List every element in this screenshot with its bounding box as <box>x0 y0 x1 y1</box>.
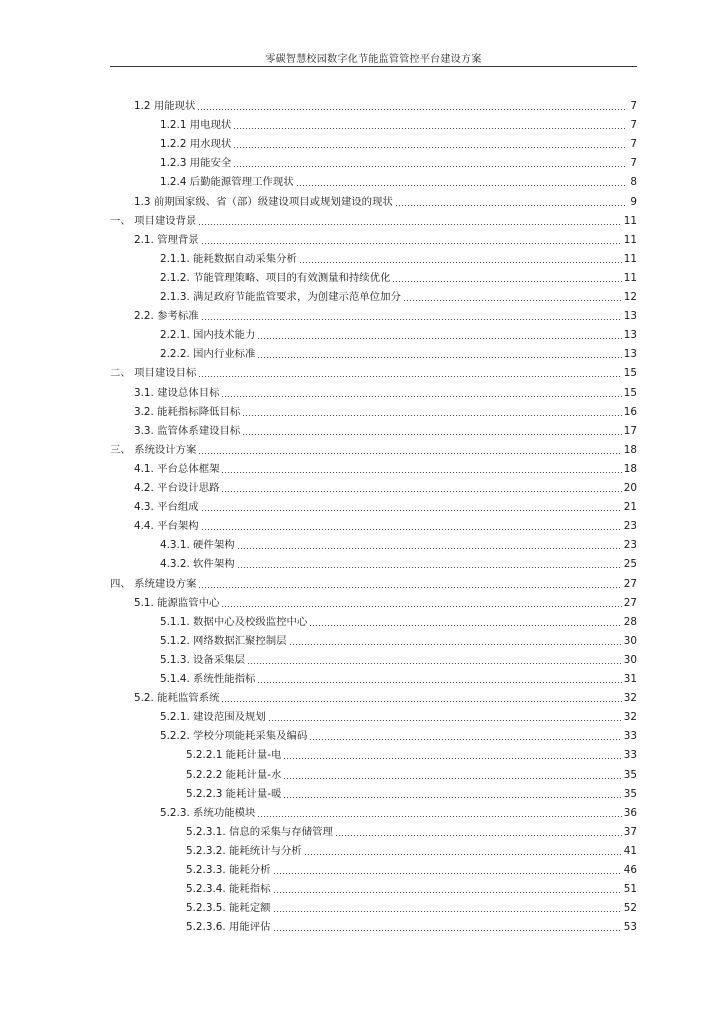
toc-dot-leader <box>221 484 621 492</box>
toc-entry[interactable] <box>134 404 637 420</box>
toc-entry[interactable] <box>160 728 637 744</box>
toc-entry-page-number: 37 <box>623 825 637 838</box>
toc-entry-page-number: 7 <box>630 100 637 112</box>
toc-entry-page-number: 7 <box>630 119 637 132</box>
toc-entry-label: 5.2. 能耗监管系统 <box>134 692 220 705</box>
toc-dot-leader <box>198 369 621 377</box>
toc-dot-leader <box>242 408 622 416</box>
toc-entry-page-number: 30 <box>623 634 637 647</box>
toc-entry-label: 4.1. 平台总体框架 <box>134 462 220 475</box>
toc-dot-leader <box>309 732 621 740</box>
toc-dot-leader <box>273 866 622 874</box>
toc-entry-label: 四、 系统建设方案 <box>110 577 197 590</box>
toc-entry[interactable] <box>160 289 637 305</box>
toc-entry-label: 三、 系统设计方案 <box>110 443 197 456</box>
toc-entry-page-number: 52 <box>623 902 637 915</box>
toc-dot-leader <box>257 331 621 339</box>
toc-entry-page-number: 27 <box>623 577 637 590</box>
toc-entry-label: 1.2.2 用水现状 <box>160 138 232 151</box>
toc-entry[interactable] <box>134 98 637 114</box>
toc-entry-label: 2.1.1. 能耗数据自动采集分析 <box>160 252 297 265</box>
toc-entry-label: 4.3.1. 硬件架构 <box>160 539 235 552</box>
toc-entry[interactable] <box>160 633 637 649</box>
toc-entry[interactable] <box>160 614 637 630</box>
toc-entry-label: 5.2.3.2. 能耗统计与分析 <box>186 844 302 857</box>
toc-entry-page-number: 16 <box>623 405 637 418</box>
toc-entry[interactable] <box>160 709 637 725</box>
toc-entry[interactable] <box>134 518 637 534</box>
toc-entry-label: 5.2.3.5. 能耗定额 <box>186 902 271 915</box>
toc-dot-leader <box>395 198 625 206</box>
toc-entry-page-number: 46 <box>623 864 637 876</box>
toc-entry-label: 5.2.2.2 能耗计量-水 <box>186 768 282 781</box>
toc-dot-leader <box>283 751 621 759</box>
toc-dot-leader <box>273 885 622 893</box>
toc-dot-leader <box>257 350 621 358</box>
toc-dot-leader <box>257 675 621 683</box>
toc-entry-page-number: 30 <box>623 653 637 666</box>
toc-entry-page-number: 25 <box>623 558 637 571</box>
toc-entry[interactable] <box>110 213 637 229</box>
toc-entry-label: 5.2.3. 系统功能模块 <box>160 806 256 819</box>
toc-entry[interactable] <box>186 786 637 802</box>
toc-dot-leader <box>201 522 622 530</box>
toc-entry[interactable] <box>186 824 637 840</box>
toc-entry-label: 2.1.2. 节能管理策略、项目的有效测量和持续优化 <box>160 271 391 284</box>
toc-entry-label: 1.2.3 用能安全 <box>160 157 232 170</box>
toc-entry[interactable] <box>110 576 637 592</box>
toc-entry-label: 4.3.2. 软件架构 <box>160 558 235 571</box>
toc-entry-label: 5.2.2. 学校分项能耗采集及编码 <box>160 730 308 743</box>
toc-entry-label: 2.2.1. 国内技术能力 <box>160 329 256 342</box>
toc-entry[interactable] <box>134 499 637 515</box>
toc-entry-label: 5.2.2.3 能耗计量-暖 <box>186 787 282 800</box>
toc-entry[interactable] <box>134 308 637 324</box>
toc-entry-page-number: 11 <box>623 214 637 227</box>
toc-entry-page-number: 35 <box>623 787 637 800</box>
toc-dot-leader <box>237 541 622 549</box>
toc-entry-label: 5.1.1. 数据中心及校级监控中心 <box>160 615 308 628</box>
toc-dot-leader <box>221 389 621 397</box>
toc-dot-leader <box>221 465 621 473</box>
toc-dot-leader <box>257 809 621 817</box>
toc-entry[interactable] <box>160 556 637 572</box>
toc-entry[interactable] <box>160 155 637 171</box>
toc-entry-page-number: 9 <box>630 195 637 208</box>
toc-entry-page-number: 18 <box>623 443 637 456</box>
toc-entry[interactable] <box>134 232 637 248</box>
toc-dot-leader <box>392 274 621 282</box>
toc-dot-leader <box>335 828 622 836</box>
toc-entry-page-number: 17 <box>623 424 637 437</box>
toc-entry[interactable] <box>186 843 637 859</box>
toc-entry-page-number: 33 <box>623 749 637 762</box>
toc-entry[interactable] <box>110 365 637 381</box>
toc-entry-page-number: 33 <box>623 730 637 743</box>
toc-dot-leader <box>198 217 621 225</box>
toc-entry-label: 一、 项目建设背景 <box>110 214 197 227</box>
toc-dot-leader <box>237 560 622 568</box>
toc-dot-leader <box>247 656 622 664</box>
toc-entry-page-number: 23 <box>623 520 637 533</box>
toc-entry-label: 5.2.3.4. 能耗指标 <box>186 883 271 896</box>
toc-entry-page-number: 13 <box>623 348 637 361</box>
toc-entry-label: 5.2.1. 建设范围及规划 <box>160 711 266 724</box>
toc-entry[interactable] <box>160 327 637 343</box>
toc-entry[interactable] <box>186 881 637 897</box>
toc-entry-page-number: 18 <box>623 462 637 475</box>
toc-entry-label: 5.1.3. 设备采集层 <box>160 653 245 666</box>
toc-entry-label: 3.3. 监管体系建设目标 <box>134 424 241 437</box>
toc-entry-label: 二、 项目建设目标 <box>110 367 197 380</box>
toc-dot-leader <box>283 771 621 779</box>
toc-entry[interactable] <box>186 767 637 783</box>
toc-entry-label: 5.2.3.6. 用能评估 <box>186 921 271 934</box>
toc-entry-page-number: 31 <box>623 673 637 685</box>
toc-entry[interactable] <box>134 461 637 477</box>
toc-entry-page-number: 7 <box>630 157 637 170</box>
toc-entry-label: 5.2.3.3. 能耗分析 <box>186 864 271 876</box>
toc-entry-page-number: 32 <box>623 692 637 705</box>
toc-entry-page-number: 13 <box>623 310 637 323</box>
toc-entry[interactable] <box>134 480 637 496</box>
toc-dot-leader <box>273 923 622 931</box>
toc-entry[interactable] <box>160 671 637 687</box>
toc-entry-page-number: 11 <box>623 271 637 284</box>
toc-entry-label: 2.1. 管理背景 <box>134 233 199 246</box>
toc-dot-leader <box>201 236 622 244</box>
toc-entry-label: 5.1. 能源监管中心 <box>134 596 220 609</box>
toc-entry-label: 5.1.4. 系统性能指标 <box>160 673 256 685</box>
toc-entry-page-number: 7 <box>630 138 637 151</box>
toc-dot-leader <box>233 159 625 167</box>
toc-entry-label: 1.2.4 后勤能源管理工作现状 <box>160 176 294 189</box>
toc-entry[interactable] <box>134 595 637 611</box>
toc-dot-leader <box>201 312 622 320</box>
toc-entry[interactable] <box>134 423 637 439</box>
toc-entry-label: 3.2. 能耗指标降低目标 <box>134 405 241 418</box>
toc-dot-leader <box>299 255 622 263</box>
toc-entry[interactable] <box>160 805 637 821</box>
toc-entry-label: 1.3 前期国家级、省（部）级建设项目或规划建设的现状 <box>134 195 393 208</box>
toc-entry-label: 4.2. 平台设计思路 <box>134 482 220 494</box>
toc-dot-leader <box>197 102 625 110</box>
toc-dot-leader <box>296 178 625 186</box>
toc-entry-page-number: 8 <box>630 176 637 189</box>
toc-entry[interactable] <box>160 117 637 133</box>
toc-entry-page-number: 27 <box>623 596 637 609</box>
toc-dot-leader <box>268 713 622 721</box>
toc-dot-leader <box>289 637 622 645</box>
toc-entry[interactable] <box>134 194 637 210</box>
toc-entry-page-number: 12 <box>623 291 637 303</box>
toc-entry-page-number: 13 <box>623 329 637 342</box>
header-rule <box>110 66 637 67</box>
toc-entry-label: 5.2.3.1. 信息的采集与存储管理 <box>186 825 333 838</box>
toc-entry-page-number: 23 <box>623 539 637 552</box>
toc-dot-leader <box>273 904 622 912</box>
toc-entry-page-number: 32 <box>623 711 637 724</box>
toc-entry-page-number: 15 <box>623 367 637 380</box>
toc-entry-page-number: 53 <box>623 921 637 934</box>
toc-dot-leader <box>221 694 621 702</box>
toc-entry-label: 2.2.2. 国内行业标准 <box>160 348 256 361</box>
toc-dot-leader <box>198 580 621 588</box>
toc-entry-label: 2.1.3. 满足政府节能监管要求，为创建示范单位加分 <box>160 291 401 303</box>
toc-entry-label: 4.3. 平台组成 <box>134 501 199 514</box>
toc-dot-leader <box>304 847 622 855</box>
toc-entry-page-number: 41 <box>623 844 637 857</box>
toc-entry-page-number: 36 <box>623 806 637 819</box>
toc-entry-page-number: 11 <box>623 233 637 246</box>
toc-dot-leader <box>233 121 625 129</box>
toc-dot-leader <box>201 503 622 511</box>
toc-entry-page-number: 51 <box>623 883 637 896</box>
toc-entry[interactable] <box>186 862 637 878</box>
toc-entry-label: 1.2 用能现状 <box>134 100 196 112</box>
toc-entry-label: 5.1.2. 网络数据汇聚控制层 <box>160 634 287 647</box>
toc-entry[interactable] <box>110 442 637 458</box>
toc-entry-label: 1.2.1 用电现状 <box>160 119 232 132</box>
toc-dot-leader <box>221 599 621 607</box>
toc-entry[interactable] <box>160 537 637 553</box>
page-header-title: 零碳智慧校园数字化节能监管管控平台建设方案 <box>265 54 482 65</box>
toc-entry[interactable] <box>186 747 637 763</box>
toc-entry-page-number: 15 <box>623 386 637 399</box>
toc-dot-leader <box>233 140 625 148</box>
toc-entry-page-number: 35 <box>623 768 637 781</box>
toc-entry-label: 3.1. 建设总体目标 <box>134 386 220 399</box>
toc-dot-leader <box>198 446 621 454</box>
toc-entry[interactable] <box>160 652 637 668</box>
toc-entry-page-number: 20 <box>623 482 637 494</box>
toc-entry[interactable] <box>186 919 637 935</box>
toc-entry[interactable] <box>160 270 637 286</box>
toc-entry-label: 5.2.2.1 能耗计量-电 <box>186 749 282 762</box>
toc-entry-page-number: 21 <box>623 501 637 514</box>
toc-entry[interactable] <box>160 251 637 267</box>
toc-entry-page-number: 28 <box>623 615 637 628</box>
toc-entry[interactable] <box>160 346 637 362</box>
toc-dot-leader <box>242 427 622 435</box>
toc-entry[interactable] <box>134 385 637 401</box>
toc-entry[interactable] <box>134 690 637 706</box>
toc-entry[interactable] <box>160 136 637 152</box>
toc-dot-leader <box>283 790 621 798</box>
toc-entry-page-number: 11 <box>623 252 637 265</box>
toc-entry[interactable] <box>186 900 637 916</box>
toc-entry[interactable] <box>160 174 637 190</box>
toc-dot-leader <box>403 293 622 301</box>
toc-entry-label: 4.4. 平台架构 <box>134 520 199 533</box>
toc-dot-leader <box>309 618 621 626</box>
toc-entry-label: 2.2. 参考标准 <box>134 310 199 323</box>
